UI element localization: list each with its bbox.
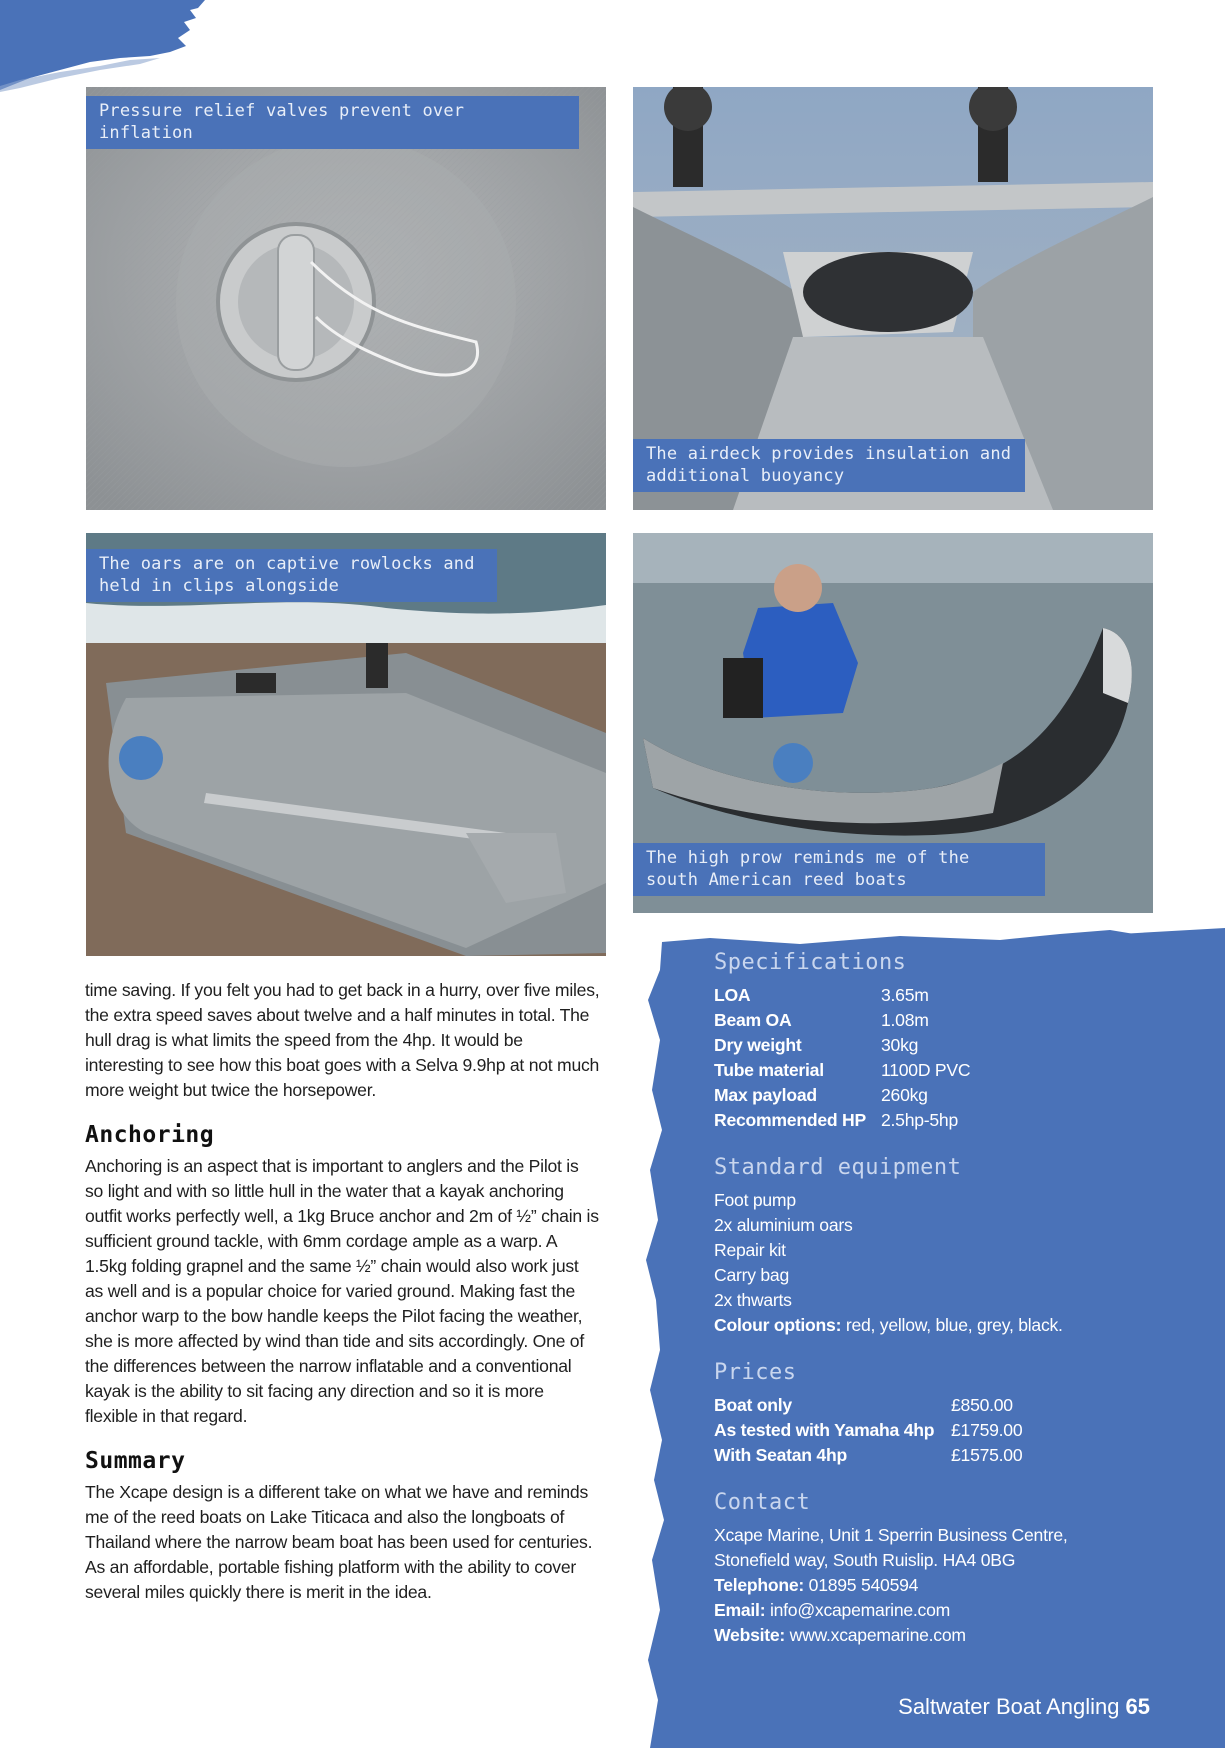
price-value: £850.00	[951, 1395, 1013, 1415]
spec-label: LOA	[714, 985, 751, 1005]
email-value: info@xcapemarine.com	[765, 1600, 951, 1620]
price-row	[714, 1443, 1184, 1468]
spec-value: 30kg	[881, 1035, 919, 1055]
website-label: Website:	[714, 1625, 785, 1645]
email-label: Email:	[714, 1600, 766, 1620]
spec-row	[714, 1083, 1184, 1108]
spec-value: 1100D PVC	[881, 1060, 971, 1080]
spec-label: Tube material	[714, 1060, 824, 1080]
spec-label: Recommended HP	[714, 1110, 866, 1130]
spec-row	[714, 1058, 1184, 1083]
page-number: 65	[1125, 1694, 1150, 1719]
price-value: £1759.00	[951, 1420, 1023, 1440]
price-label: Boat only	[714, 1395, 792, 1415]
price-row	[714, 1393, 1184, 1418]
brush-stroke-decoration	[0, 0, 210, 100]
photo-caption: The high prow reminds me of the south American reed boats	[633, 843, 1045, 896]
spec-row	[714, 1108, 1184, 1133]
spec-row	[714, 983, 1184, 1008]
spec-value: 3.65m	[881, 985, 929, 1005]
price-row	[714, 1418, 1184, 1443]
spec-row	[714, 1033, 1184, 1058]
spec-value: 2.5hp-5hp	[881, 1110, 958, 1130]
photo-pressure-relief-valve	[86, 87, 606, 510]
summary-heading: Summary	[85, 1448, 186, 1474]
specifications-heading: Specifications	[714, 950, 907, 975]
address-line: Stonefield way, South Ruislip. HA4 0BG	[714, 1550, 1016, 1570]
contact-heading: Contact	[714, 1490, 811, 1515]
equipment-item: 2x aluminium oars	[714, 1215, 853, 1235]
colour-options-value: red, yellow, blue, grey, black.	[841, 1315, 1063, 1335]
spec-label: Max payload	[714, 1085, 817, 1105]
magazine-title: Saltwater Boat Angling	[898, 1694, 1120, 1719]
colour-options	[714, 1313, 1184, 1338]
email	[714, 1598, 1184, 1623]
photo-caption: The airdeck provides insulation and additional buoyancy	[633, 439, 1025, 492]
telephone	[714, 1573, 1184, 1598]
photo-caption: The oars are on captive rowlocks and held in clips alongside	[86, 549, 497, 602]
prices-heading: Prices	[714, 1360, 797, 1385]
telephone-label: Telephone:	[714, 1575, 805, 1595]
price-label: With Seatan 4hp	[714, 1445, 847, 1465]
website	[714, 1623, 1184, 1648]
equipment-item: Foot pump	[714, 1190, 796, 1210]
anchoring-heading: Anchoring	[85, 1122, 215, 1148]
spec-label: Beam OA	[714, 1010, 792, 1030]
price-label: As tested with Yamaha 4hp	[714, 1420, 935, 1440]
website-value: www.xcapemarine.com	[785, 1625, 966, 1645]
spec-row	[714, 1008, 1184, 1033]
equipment-item: 2x thwarts	[714, 1290, 792, 1310]
anchoring-text: Anchoring is an aspect that is important to anglers and the Pilot is so light and with so little hull in the water that a kayak anchoring outfit works perfectly well, a 1kg Bruce anchor and 2m of ½” chain is sufficient ground tackle, with 6mm cordage ample as a warp. A 1.5kg folding grapnel and the same ½” chain would also work just as well and is a popular choice for varied ground. Making fast the anchor warp to the bow handle keeps the Pilot facing the weather, she is more affected by wind than tide and sits accordingly. One of the differences between the narrow inflatable and a conventional kayak is the ability to sit facing any direction and so it is more flexible in that regard.	[85, 1156, 599, 1426]
article-body	[85, 978, 600, 1605]
equipment-item: Carry bag	[714, 1265, 789, 1285]
prices-section	[714, 1360, 1184, 1468]
colour-options-label: Colour options:	[714, 1315, 842, 1335]
specifications-section	[714, 950, 1184, 1133]
photo-caption: Pressure relief valves prevent over inflation	[86, 96, 579, 149]
article-intro: time saving. If you felt you had to get back in a hurry, over five miles, the extra speed saves about twelve and a half minutes in total. The hull drag is what limits the speed from the 4hp. It would be interesting to see how this boat goes with a Selva 9.9hp at not much more weight but twice the horsepower.	[85, 980, 600, 1100]
equipment-section	[714, 1155, 1184, 1338]
equipment-item: Repair kit	[714, 1240, 786, 1260]
contact-section	[714, 1490, 1184, 1648]
spec-value: 1.08m	[881, 1010, 929, 1030]
telephone-value: 01895 540594	[804, 1575, 919, 1595]
equipment-heading: Standard equipment	[714, 1155, 962, 1180]
page-footer	[898, 1694, 1150, 1720]
summary-text: The Xcape design is a different take on what we have and reminds me of the reed boats on Lake Titicaca and also the longboats of Thailand where the narrow beam boat has been used for centuries. As an affordable, portable fishing platform with the ability to cover several miles quickly there is merit in the idea.	[85, 1482, 593, 1602]
spec-panel	[714, 950, 1184, 1670]
spec-value: 260kg	[881, 1085, 928, 1105]
spec-label: Dry weight	[714, 1035, 802, 1055]
address-line: Xcape Marine, Unit 1 Sperrin Business Centre,	[714, 1525, 1068, 1545]
price-value: £1575.00	[951, 1445, 1023, 1465]
